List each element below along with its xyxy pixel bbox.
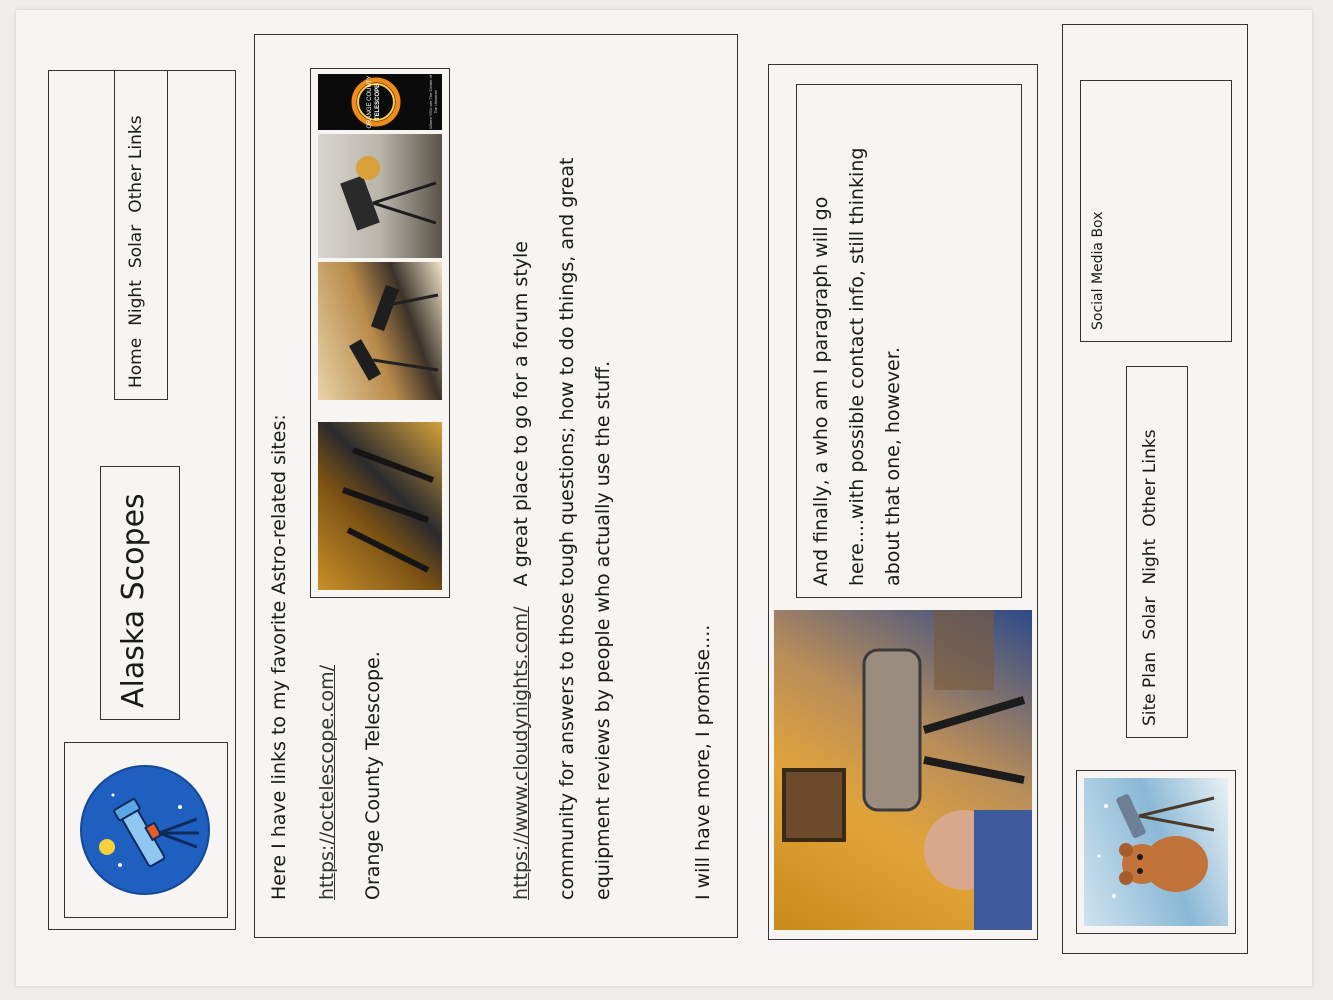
footer-nav-site-plan[interactable]: Site Plan (1140, 651, 1160, 726)
social-media-label: Social Media Box (1090, 211, 1106, 330)
store-photo-3 (318, 134, 442, 258)
cloudynights-desc-line-2: community for answers to those tough questions; how to do things, and great (556, 157, 578, 900)
octelescope-link-row (316, 665, 338, 900)
store-photo-1 (318, 422, 442, 590)
more-coming-text: I will have more, I promise.... (692, 624, 714, 900)
about-line-3: about that one, however. (882, 347, 904, 586)
footer-nav-night[interactable]: Night (1140, 538, 1160, 585)
octelescope-description: Orange County Telescope. (362, 651, 384, 900)
cloudynights-link[interactable]: https://www.cloudynights.com/ (510, 606, 532, 900)
site-title[interactable]: Alaska Scopes (116, 493, 151, 708)
owner-photo (774, 610, 1032, 930)
logo-tagline: Where YOU are The Center of The Universe (428, 75, 438, 129)
logo-line-2: TELESCOPE (375, 83, 381, 121)
nav-solar[interactable]: Solar (126, 224, 146, 269)
nav-night[interactable]: Night (126, 280, 146, 326)
logo-frame (64, 742, 228, 918)
nav-home[interactable]: Home (126, 337, 146, 388)
store-photo-2 (318, 262, 442, 400)
about-line-2: here....with possible contact info, still thinking (846, 147, 868, 586)
orange-county-telescope-logo[interactable] (318, 74, 442, 130)
footer-nav-links (1140, 417, 1160, 726)
footer-nav-solar[interactable]: Solar (1140, 596, 1160, 640)
bear-telescope-image (1084, 778, 1228, 926)
octelescope-link[interactable]: https://octelescope.com/ (316, 664, 338, 900)
telescope-logo-icon[interactable] (75, 755, 215, 905)
cloudynights-link-row (510, 241, 532, 900)
nav-other-links[interactable]: Other Links (126, 115, 146, 213)
intro-text: Here I have links to my favorite Astro-related sites: (268, 414, 290, 900)
about-line-1: And finally, a who am I paragraph will go (810, 196, 832, 586)
logo-line-1: ORANGE COUNTY (367, 75, 373, 129)
header-nav-links (126, 103, 146, 388)
footer-nav-other-links[interactable]: Other Links (1140, 429, 1160, 527)
cloudynights-desc-line-3: equipment reviews by people who actually use the stuff. (592, 360, 614, 900)
cloudynights-desc-line-1: A great place to go for a forum style (510, 241, 532, 587)
